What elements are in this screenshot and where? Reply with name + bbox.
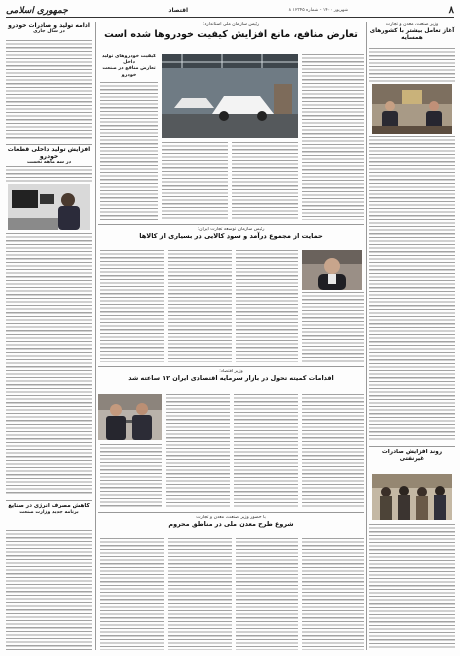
bottom-body-col-3 [236,538,298,650]
left-bottom-sub: برنامه جدید وزارت صنعت [19,509,79,515]
left-bottom-body [6,530,92,650]
official-portrait-photo [302,250,362,290]
lower-headline: اقدامات کمیته تحول در بازار سرمایه اقتصادی ایران ۱۲ ساعته شد [128,373,334,382]
press-conference-photo [98,394,162,440]
worker-computer-photo [8,184,90,230]
lower-body-col-2 [166,394,230,508]
right-top-intro [369,48,455,82]
right-top-kicker: وزیر صنعت، معدن و تجارت [385,22,439,27]
lead-body-col-4 [302,54,364,220]
section-rule [98,224,364,225]
section-rule [369,446,455,447]
middle-headline: حمایت از مجموع درآمد و سود کالایی در بسیاری از کالاها [139,231,323,240]
bottom-body-col-4 [302,538,364,650]
right-bottom-body [369,524,455,650]
section-rule [6,144,92,145]
bottom-headline: شروع طرح معدن ملی در مناطق محروم [168,519,294,528]
left-middle-sub: در سه ماهه نخست [26,160,72,166]
lower-heading [98,369,364,389]
middle-kicker: رئیس سازمان توسعه تجارت ایران: [197,227,265,232]
bottom-heading [98,515,364,535]
date-line: ۸ شهریور ۱۴۰۰ - شماره ۱۲۳۴۵ [288,8,349,13]
car-factory-photo [162,54,298,138]
middle-heading [98,227,364,247]
column-rule [95,22,96,650]
right-bottom-heading [369,449,455,471]
lead-heading [98,22,364,52]
middle-body-col-1 [100,250,164,362]
left-top-body [6,40,92,140]
lead-subhead-1 [100,54,158,80]
lead-body-col-1 [100,82,158,220]
officials-meeting-photo [372,84,452,134]
left-middle-intro [6,166,92,182]
middle-body-col-2 [168,250,232,362]
section-title: اقتصاد [168,7,189,14]
left-top-headline: ادامه تولید و صادرات خودرو [8,22,90,29]
left-top-sub: در سال جاری [33,29,65,35]
left-middle-body [6,233,92,495]
left-middle-headline: افزایش تولید داخلی قطعات خودرو [7,146,91,161]
right-top-body [369,136,455,442]
left-bottom-headline: کاهش مصرف انرژی در صنایع [8,503,90,509]
right-bottom-headline: روند افزایش صادرات غیرنفتی [381,449,443,462]
lead-headline: تعارض منافع، مانع افزایش کیفیت خودروها شده است [104,28,358,40]
bottom-body-col-2 [168,538,232,650]
page-number: ۸ [448,5,454,16]
left-bottom-heading [6,503,92,529]
lead-body-col-2 [162,142,228,220]
lower-body-col-4 [302,394,364,508]
lower-kicker: وزیر اقتصاد: [219,369,243,374]
lower-body-col-1 [100,444,162,508]
lower-body-col-3 [234,394,298,508]
section-rule [98,366,364,367]
section-rule [98,512,364,513]
section-rule [6,500,92,501]
middle-body-col-3 [236,250,298,362]
right-top-heading [369,22,455,46]
right-top-headline: آغاز تعامل بیشتر با کشورهای همسایه [369,27,455,41]
bottom-body-col-1 [100,538,164,650]
bottom-kicker: با حضور وزیر صنعت، معدن و تجارت [196,515,266,520]
masthead [6,4,454,18]
lead-body-col-3 [232,142,298,220]
lead-kicker: رئیس سازمان ملی استاندارد: [202,22,260,27]
middle-body-col-4 [302,292,364,362]
newspaper-logo: جمهوری اسلامی [6,5,68,16]
market-crowd-photo [372,474,452,520]
column-rule [366,22,367,650]
lead-subhead: تعارض منافع در صنعت خودرو [102,66,156,78]
lead-subhead: کیفیت خودروهای تولید داخل [101,54,157,66]
